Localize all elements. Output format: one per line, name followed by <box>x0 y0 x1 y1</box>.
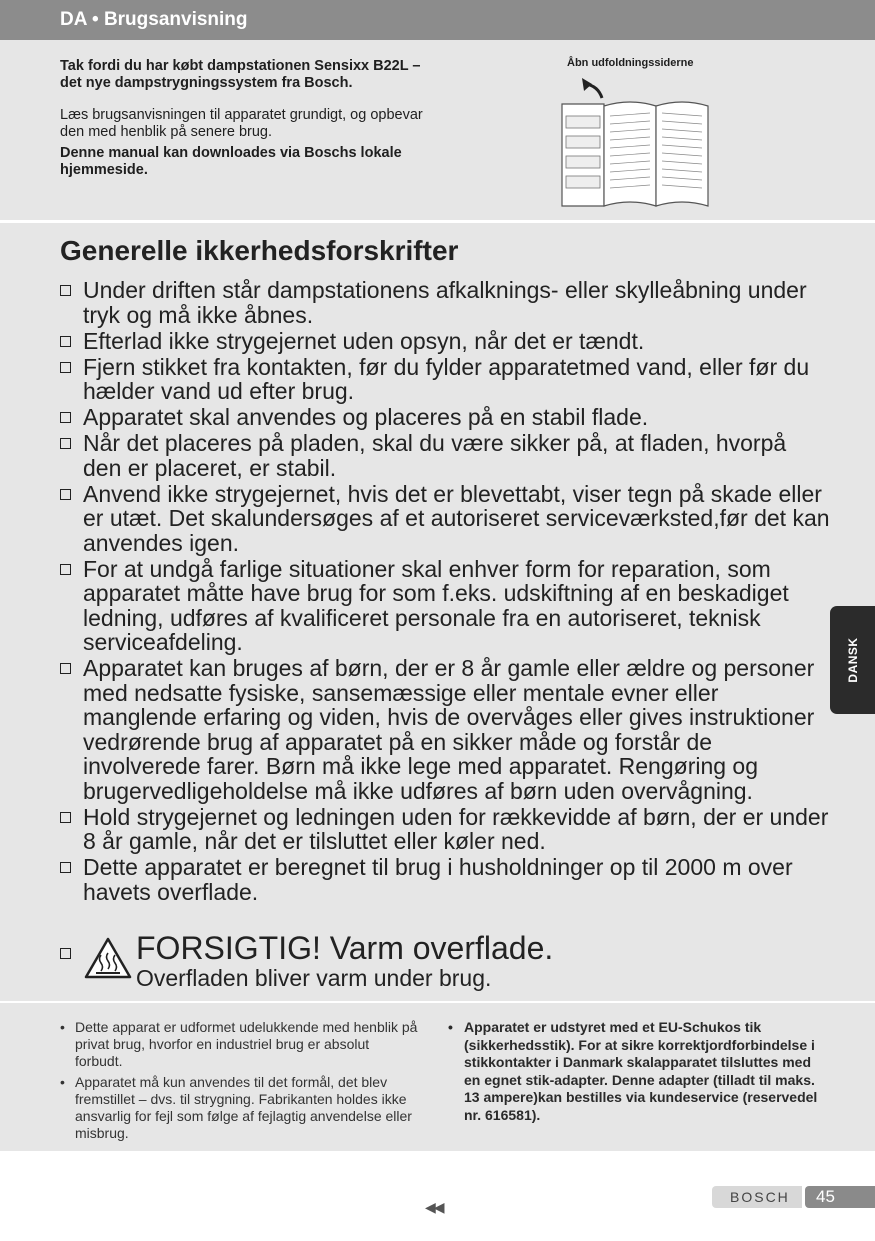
intro-text <box>60 58 430 194</box>
safety-heading: Generelle ikkerhedsforskrifter <box>60 235 459 266</box>
checkbox-bullet-icon <box>60 336 71 347</box>
notes-left-list <box>60 1019 420 1146</box>
checkbox-bullet-icon <box>60 564 71 575</box>
intro-thanks: Tak fordi du har købt dampstationen Sensixx B22L – det nye dampstrygningssystem fra Bosch. <box>60 58 421 91</box>
checkbox-bullet-icon <box>60 948 71 959</box>
list-item: Under driften står dampstationens afkalknings- eller skylleåbning under tryk og må ikke åbnes. <box>60 278 830 327</box>
checkbox-bullet-icon <box>60 438 71 449</box>
checkbox-bullet-icon <box>60 489 71 500</box>
checkbox-bullet-icon <box>60 812 71 823</box>
list-item: • Dette apparat er udformet udelukkende med henblik på privat brug, hvorfor en industriel brug er absolut forbudt. <box>60 1019 420 1070</box>
brand-label: BOSCH <box>712 1186 802 1208</box>
intro-read: Læs brugsanvisningen til apparatet grundigt, og opbevar den med henblik på senere brug. <box>60 107 423 140</box>
page-number: 45 <box>805 1186 875 1208</box>
caution-text: Overfladen bliver varm under brug. <box>136 965 492 991</box>
list-item: Apparatet skal anvendes og placeres på en stabil flade. <box>60 405 830 430</box>
list-item: Apparatet kan bruges af børn, der er 8 år gamle eller ældre og personer med nedsatte fysiske, sansemæssige eller mentale evner eller manglende erfaring og viden, hvis de overvåges eller gives instruktioner vedrørende brug af apparatet på en sikker måde og forstår de involverede farer. Børn må ikke lege med apparatet. Rengøring og brugervedligeholdelse må ikke udføres af børn uden overvågning. <box>60 656 830 803</box>
list-item: Når det placeres på pladen, skal du være sikker på, at fladen, hvorpå den er placeret, er stabil. <box>60 431 830 480</box>
checkbox-bullet-icon <box>60 362 71 373</box>
open-booklet-illustration <box>560 76 720 211</box>
language-tab[interactable] <box>830 606 875 714</box>
checkbox-bullet-icon <box>60 412 71 423</box>
safety-list <box>60 278 830 906</box>
caution-title: FORSIGTIG! Varm overflade. <box>136 930 554 966</box>
intro-download: Denne manual kan downloades via Boschs lokale hjemmeside. <box>60 145 402 178</box>
list-item: • Apparatet må kun anvendes til det formål, det blev fremstillet – dvs. til strygning. Fabrikanten holdes ikke ansvarlig for fejl som følge af fejlagtig anvendelse eller misbrug. <box>60 1074 420 1142</box>
page-header <box>0 0 875 40</box>
checkbox-bullet-icon <box>60 862 71 873</box>
language-tab-label: DANSK <box>845 637 860 683</box>
list-item: Dette apparatet er beregnet til brug i husholdninger op til 2000 m over havets overflade. <box>60 855 830 904</box>
notes-right-list <box>448 1019 818 1124</box>
list-item: Fjern stikket fra kontakten, før du fylder apparatetmed vand, eller før du hælder vand ud efter brug. <box>60 355 830 404</box>
notes-section <box>0 1003 875 1151</box>
list-item: For at undgå farlige situationer skal enhver form for reparation, som apparatet måtte have brug for som f.eks. udskiftning af en beskadiget ledning, udføres af kvalificeret personale fra en autoriseret, teknisk serviceafdeling. <box>60 557 830 655</box>
intro-section <box>0 40 875 220</box>
hot-surface-warning-icon <box>82 933 134 985</box>
back-nav-icon[interactable]: ◀◀ <box>425 1199 443 1215</box>
checkbox-bullet-icon <box>60 285 71 296</box>
caution-block <box>60 930 830 995</box>
list-item: • Apparatet er udstyret med et EU-Schukos tik (sikkerhedsstik). For at sikre korrektjordforbindelse i stikkontakter i Danmark skalapparatet tilsluttes med en egnet stik-adapter. Denne adapter (tilladt til maks. 13 ampere)kan bestilles via kundeservice (reservedel nr. 616581). <box>448 1019 818 1124</box>
header-title: DA • Brugsanvisning <box>60 9 248 30</box>
figure-caption: Åbn udfoldningssiderne <box>567 57 694 69</box>
safety-section <box>0 223 875 1001</box>
list-item: Anvend ikke strygejernet, hvis det er blevettabt, viser tegn på skade eller er utæt. Det skalundersøges af et autoriseret serviceværksted,før det kan anvendes igen. <box>60 482 830 556</box>
list-item: Hold strygejernet og ledningen uden for rækkevidde af børn, der er under 8 år gamle, når det er tilsluttet eller køler ned. <box>60 805 830 854</box>
list-item: Efterlad ikke strygejernet uden opsyn, når det er tændt. <box>60 329 830 354</box>
checkbox-bullet-icon <box>60 663 71 674</box>
